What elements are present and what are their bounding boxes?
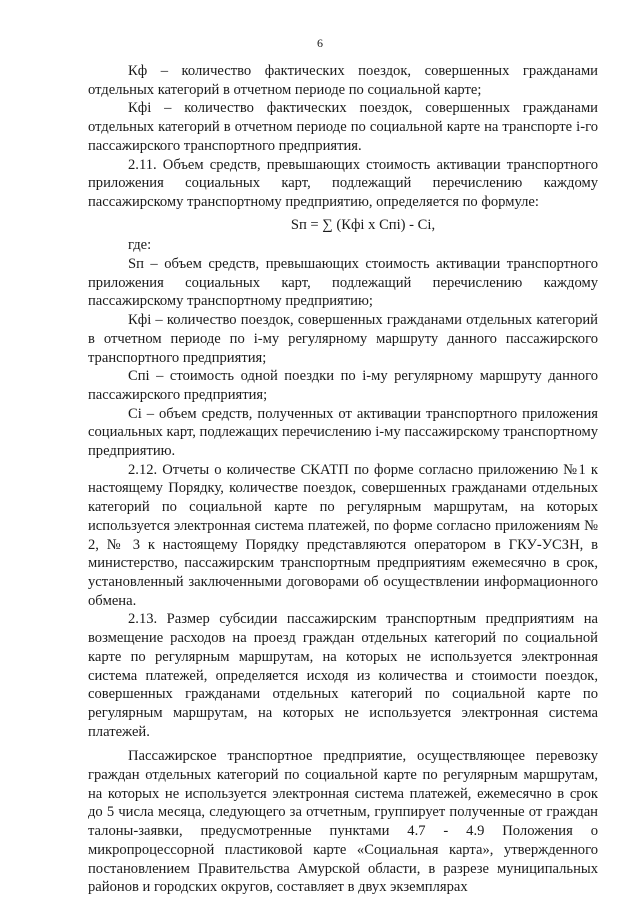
paragraph-kf-definition: Кф – количество фактических поездок, совершенных гражданами отдельных категорий в отчетном периоде по социальной карте; (88, 63, 598, 98)
paragraph-transport-enterprise: Пассажирское транспортное предприятие, осуществляющее перевозку граждан отдельных категорий по социальной карте по регулярным маршрутам, на которых не используется электронная система платежей, ежемесячно в срок до 5 числа месяца, следующего за отчетным, группирует полученные от граждан талоны-заявки, предусмотренные пунктами 4.7 - 4.9 Положения о микропроцессорной пластиковой карте «Социальная карта», утвержденного постановлением Правительства Амурской области, в разрезе муниципальных районов и городских округов, составляет в двух экземплярах (88, 748, 598, 896)
paragraph-sp-definition: Sп – объем средств, превышающих стоимость активации транспортного приложения социальных карт, подлежащий перечислению каждому пассажирскому транспортному предприятию; (88, 256, 598, 310)
paragraph-kfi-trips-definition: Кфi – количество поездок, совершенных гражданами отдельных категорий в отчетном периоде по i-му регулярному маршруту данного пассажирского транспортного предприятия; (88, 312, 598, 366)
paragraph-2-11: 2.11. Объем средств, превышающих стоимость активации транспортного приложения социальных карт, подлежащий перечислению каждому пассажирскому транспортному предприятию, определяется по формуле: (88, 156, 598, 210)
page-number: 6 (317, 36, 323, 50)
paragraph-2-13: 2.13. Размер субсидии пассажирским транспортным предприятиям на возмещение расходов на проезд граждан отдельных категорий по социальной карте по регулярным маршрутам, на которых не используется электронная система платежей, определяется исходя из количества и стоимости поездок, совершенных гражданами отдельных категорий по социальной карте по регулярным маршрутам, на которых не используется электронная система платежей. (88, 611, 598, 740)
document-body (88, 62, 598, 897)
paragraph-ci-definition: Ci – объем средств, полученных от активации транспортного приложения социальных карт, подлежащих перечислению i-му пассажирскому транспортному предприятию. (88, 405, 598, 460)
paragraph-where: где: (128, 237, 152, 254)
paragraph-cpi-definition: Cпi – стоимость одной поездки по i-му регулярному маршруту данного пассажирского предприятия; (88, 368, 598, 403)
paragraph-2-12: 2.12. Отчеты о количестве СКАТП по форме согласно приложению №1 к настоящему Порядку, количестве поездок, совершенных гражданами отдельных категорий по социальной карте по регулярным маршрутам, на которых используется электронная система платежей, по форме согласно приложениям № 2, № 3 к настоящему Порядку представляются оператором в ГКУ-УСЗН, в министерство, пассажирским транспортным предприятиям ежемесячно в срок, установленный заключенными договорами об осуществлении информационного обмена. (88, 461, 598, 609)
paragraph-kfi-definition: Кфi – количество фактических поездок, совершенных гражданами отдельных категорий в отчетном периоде по социальной карте на транспорте i-го пассажирского транспортного предприятия. (88, 100, 598, 154)
formula: Sп = ∑ (Кфi x Cпi) - Ci, (290, 216, 436, 233)
